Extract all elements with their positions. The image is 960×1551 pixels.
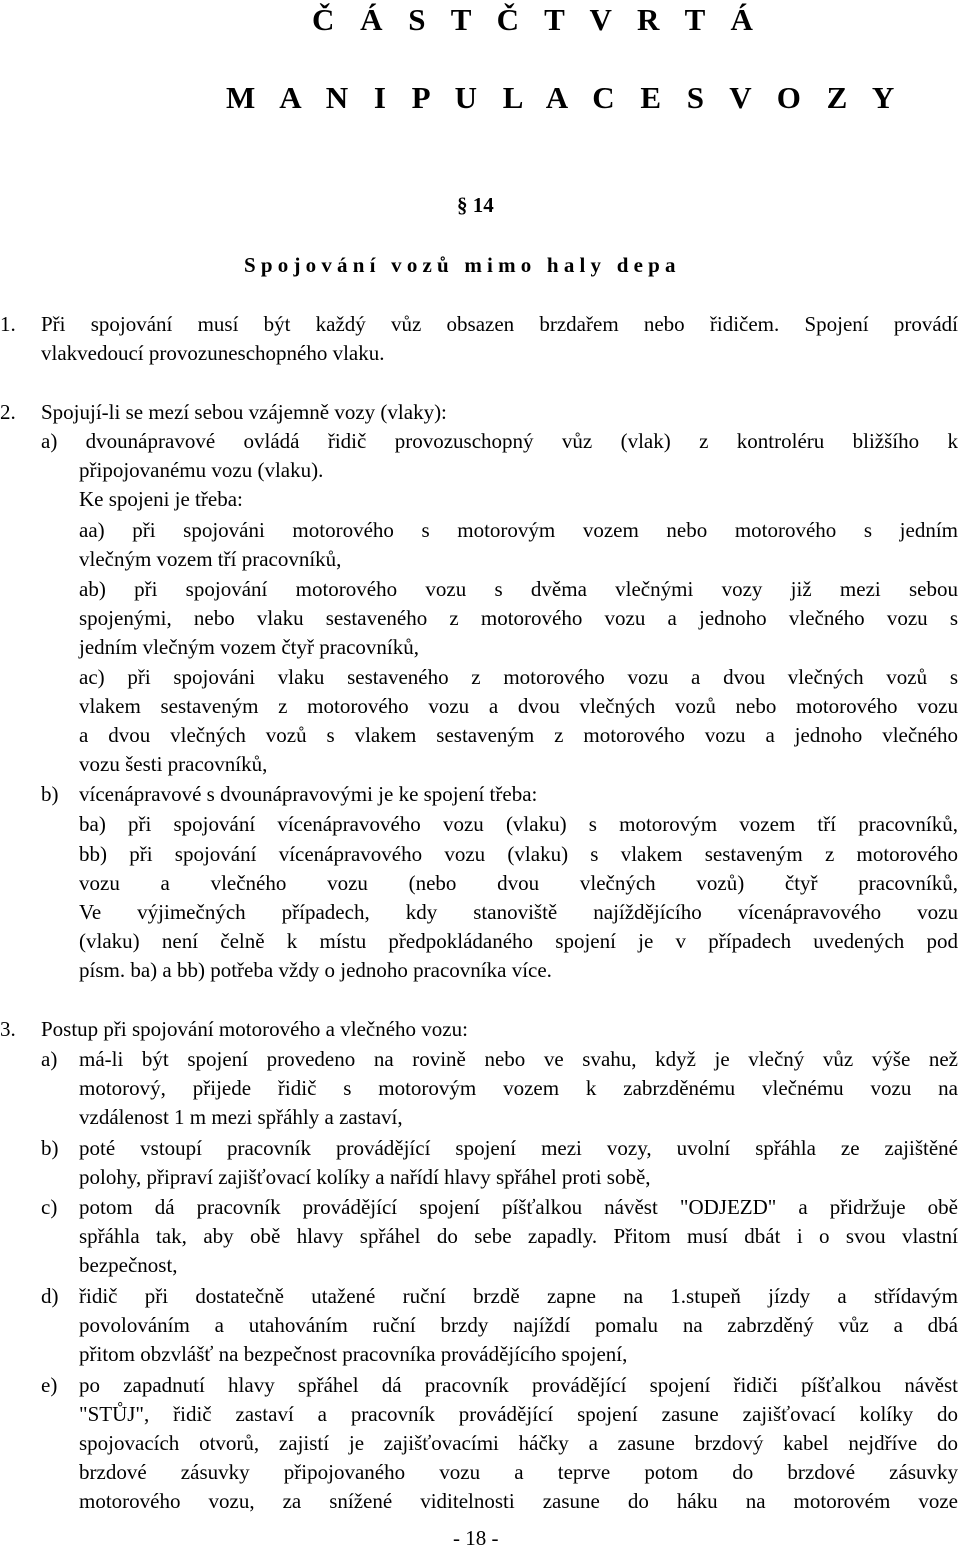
item-a-line: připojovanému vozu (vlaku). — [79, 458, 324, 482]
paragraph-3-number: 3. — [0, 1017, 16, 1041]
step-e-line: spojovacích otvorů, zajistí je zajišťovacími háčky a zasune brzdový kabel nejdříve do — [79, 1431, 958, 1455]
item-aa-line: vlečným vozem tří pracovníků, — [79, 547, 342, 571]
item-ab-line: ab) při spojování motorového vozu s dvěma vlečnými vozy již mezi sebou — [79, 577, 958, 601]
item-bb-line: bb) při spojování vícenápravového vozu (vlaku) s vlakem sestaveným z motorového — [79, 842, 958, 866]
item-a-line: a) dvounápravové ovládá řidič provozuschopný vůz (vlak) z kontroléru bližšího k — [41, 429, 958, 453]
item-ac-line: vozu šesti pracovníků, — [79, 752, 268, 776]
step-a-line: má-li být spojení provedeno na rovině nebo ve svahu, když je vlečný vůz výše než — [79, 1047, 958, 1071]
step-c-label: c) — [41, 1195, 58, 1219]
part-title: Č Á S T Č T V R T Á — [312, 2, 762, 37]
paragraph-2-intro: Spojují-li se mezí sebou vzájemně vozy (vlaky): — [41, 400, 447, 424]
item-a-subintro: Ke spojeni je třeba: — [79, 487, 243, 511]
step-e-line: brzdové zásuvky připojovaného vozu a teprve potom do brzdové zásuvky — [79, 1460, 958, 1484]
paragraph-1-number: 1. — [0, 312, 16, 336]
section-title: Spojování vozů mimo haly depa — [244, 253, 681, 277]
item-b-intro: vícenápravové s dvounápravovými je ke spojení třeba: — [79, 782, 538, 806]
section-number: § 14 — [457, 193, 494, 217]
page-number: - 18 - — [453, 1526, 499, 1550]
step-e-line: po zapadnutí hlavy spřáhel dá pracovník provádějící spojení řidiči píšťalkou návěst — [79, 1373, 958, 1397]
item-ab-line: jedním vlečným vozem čtyř pracovníků, — [79, 635, 419, 659]
item-ac-line: ac) při spojováni vlaku sestaveného z motorového vozu a dvou vlečných vozů s — [79, 665, 958, 689]
step-e-line: "STŮJ", řidič zastaví a pracovník provádějící spojení zasune zajišťovací kolíky do — [79, 1402, 958, 1426]
paragraph-3-intro: Postup při spojování motorového a vlečného vozu: — [41, 1017, 468, 1041]
item-b-label: b) — [41, 782, 59, 806]
step-b-label: b) — [41, 1136, 59, 1160]
step-c-line: potom dá pracovník provádějící spojení píšťalkou návěst "ODJEZD" a přidržuje obě — [79, 1195, 958, 1219]
step-c-line: bezpečnost, — [79, 1253, 178, 1277]
paragraph-2-number: 2. — [0, 400, 16, 424]
paragraph-1-line: vlakvedoucí provozuneschopného vlaku. — [41, 341, 385, 365]
step-d-line: přitom obzvlášť na bezpečnost pracovníka provádějícího spojení, — [79, 1342, 628, 1366]
step-d-label: d) — [41, 1284, 59, 1308]
item-bb-line: písm. ba) a bb) potřeba vždy o jednoho pracovníka více. — [79, 958, 552, 982]
item-bb-line: (vlaku) není čelně k místu předpokládaného spojení je v případech uvedených pod — [79, 929, 958, 953]
item-ba-line: ba) při spojování vícenápravového vozu (vlaku) s motorovým vozem tří pracovníků, — [79, 812, 958, 836]
step-c-line: spřáhla tak, aby obě hlavy spřáhel do sebe zapadly. Přitom musí dbát i o svou vlastní — [79, 1224, 958, 1248]
step-d-line: povolováním a utahováním ruční brzdy najíždí pomalu na zabrzděný vůz a dbá — [79, 1313, 958, 1337]
item-ac-line: a dvou vlečných vozů s vlakem sestaveným z motorového vozu a jednoho vlečného — [79, 723, 958, 747]
step-e-line: motorového vozu, za snížené viditelnosti zasune do háku na motorovém voze — [79, 1489, 958, 1513]
step-b-line: polohy, připraví zajišťovací kolíky a nařídí hlavy spřáhel proti sobě, — [79, 1165, 651, 1189]
step-d-line: řidič při dostatečně utažené ruční brzdě zapne na 1.stupeň jízdy a střídavým — [79, 1284, 958, 1308]
step-b-line: poté vstoupí pracovník provádějící spojení mezi vozy, uvolní spřáhla ze zajištěné — [79, 1136, 958, 1160]
item-aa-line: aa) při spojováni motorového s motorovým vozem nebo motorového s jedním — [79, 518, 958, 542]
item-ac-line: vlakem sestaveným z motorového vozu a dvou vlečných vozů nebo motorového vozu — [79, 694, 958, 718]
step-e-label: e) — [41, 1373, 58, 1397]
step-a-line: vzdálenost 1 m mezi spřáhly a zastaví, — [79, 1105, 403, 1129]
chapter-title: M A N I P U L A C E S V O Z Y — [226, 80, 904, 115]
paragraph-1-line: Při spojování musí být každý vůz obsazen brzdařem nebo řidičem. Spojení provádí — [41, 312, 958, 336]
item-bb-line: vozu a vlečného vozu (nebo dvou vlečných vozů) čtyř pracovníků, — [79, 871, 958, 895]
item-ab-line: spojenými, nebo vlaku sestaveného z motorového vozu a jednoho vlečného vozu s — [79, 606, 958, 630]
step-a-line: motorový, přijede řidič s motorovým vozem k zabrzděnému vlečnému vozu na — [79, 1076, 958, 1100]
item-bb-line: Ve výjimečných případech, kdy stanoviště najíždějícího vícenápravového vozu — [79, 900, 958, 924]
step-a-label: a) — [41, 1047, 58, 1071]
